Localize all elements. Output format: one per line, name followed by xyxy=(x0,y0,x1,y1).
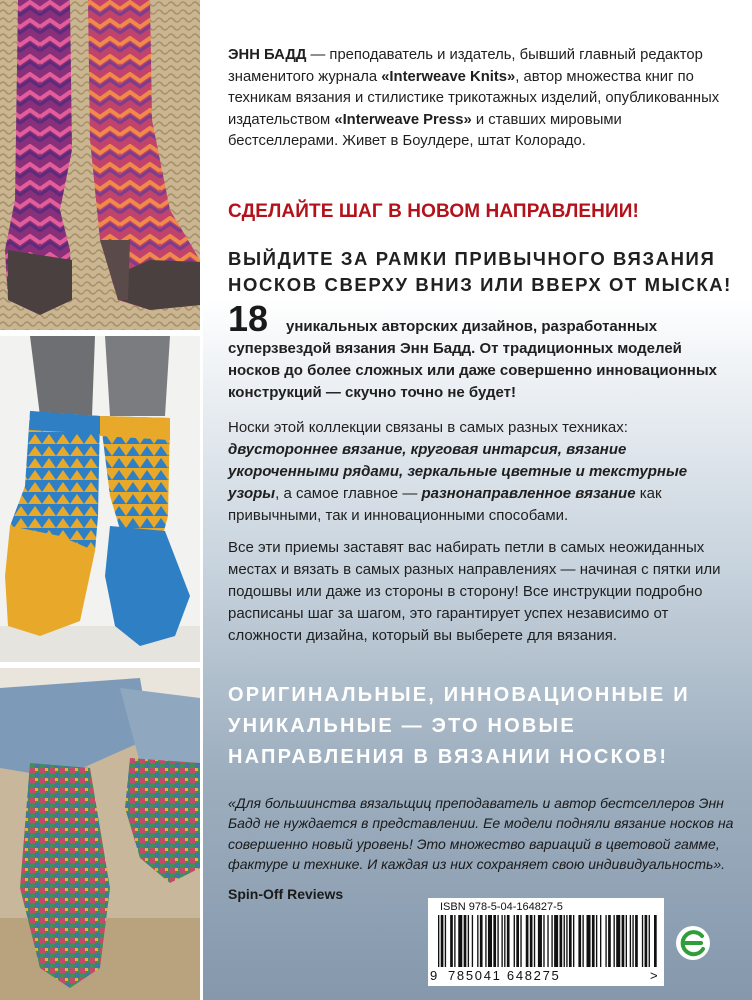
headline-white: ОРИГИНАЛЬНЫЕ, ИННОВАЦИОННЫЕ И УНИКАЛЬНЫЕ — ЭТО НОВЫЕ НАПРАВЛЕНИЯ В ВЯЗАНИИ НОСКОВ! xyxy=(228,684,690,768)
barcode-bar xyxy=(569,915,572,967)
text-panel xyxy=(203,0,752,1000)
barcode-bar xyxy=(477,915,478,967)
para1-techniques: двустороннее вязание, круговая интарсия, вязание укороченными рядами, зеркальные цветные и текстурные узоры xyxy=(228,441,688,502)
barcode-bar xyxy=(507,915,510,967)
barcode-bar xyxy=(438,915,439,967)
barcode-bar xyxy=(516,915,519,967)
barcode-bar xyxy=(454,915,455,967)
barcode-bar xyxy=(554,915,558,967)
barcode-bar xyxy=(441,915,444,967)
designs-text xyxy=(228,316,738,404)
barcode-bar xyxy=(493,915,496,967)
barcode-bar xyxy=(616,915,620,967)
bio-text-3: и ставших мировыми бестселлерами. Живет в Боулдере, штат Колорадо. xyxy=(228,111,622,150)
para1-text-3: как привычными, так и инновационными способами. xyxy=(228,485,662,524)
barcode-bar xyxy=(543,915,544,967)
barcode-bar xyxy=(645,915,648,967)
para1-text-2: , а самое главное — xyxy=(275,485,422,502)
barcode-bar xyxy=(526,915,529,967)
bio-text-1: — преподаватель и издатель, бывший главный редактор знаменитого журнала xyxy=(228,47,703,85)
barcode-bar xyxy=(534,915,535,967)
isbn-barcode xyxy=(428,898,664,986)
photo-multicolor-socks xyxy=(0,668,200,1000)
barcode-bar xyxy=(501,915,502,967)
photo-striped-socks xyxy=(0,0,200,330)
barcode-bar xyxy=(485,915,486,967)
author-bio xyxy=(228,45,733,153)
bio-publisher: «Interweave Press» xyxy=(334,111,472,128)
designs-count: 18 xyxy=(228,298,269,339)
barcode-bar xyxy=(488,915,492,967)
barcode-digits: 785041 648275 xyxy=(448,968,561,983)
barcode-bar xyxy=(605,915,606,967)
barcode-bar xyxy=(654,915,657,967)
barcode-bar xyxy=(520,915,521,967)
barcode-bar xyxy=(530,915,533,967)
barcode-bar xyxy=(480,915,483,967)
barcode-bar xyxy=(587,915,591,967)
quote-source: Spin-Off Reviews xyxy=(228,886,344,902)
barcode-bar xyxy=(450,915,453,967)
review-quote: «Для большинства вязальщиц преподаватель и автор бестселлеров Энн Бадд не нуждается в представлении. Ее модели подняли вязание носков на совершенно новый уровень! Это множество вариаций в цветовой гамме, фактуре и технике. И каждая из них сохраняет свою индивидуальность». xyxy=(228,795,734,872)
barcode-bar xyxy=(642,915,643,967)
bio-magazine: «Interweave Knits» xyxy=(381,68,516,85)
barcode-bar xyxy=(547,915,548,967)
barcode-bar xyxy=(514,915,515,967)
barcode-bar xyxy=(600,915,601,967)
barcode-bar xyxy=(458,915,462,967)
headline-dark: ВЫЙДИТЕ ЗА РАМКИ ПРИВЫЧНОГО ВЯЗАНИЯ НОСКОВ СВЕРХУ ВНИЗ ИЛИ ВВЕРХ ОТ МЫСКА! xyxy=(228,248,732,295)
barcode-bar xyxy=(551,915,552,967)
headline-red: СДЕЛАЙТЕ ШАГ В НОВОМ НАПРАВЛЕНИИ! xyxy=(228,201,639,222)
barcode-bar xyxy=(497,915,498,967)
isbn-text: ISBN 978-5-04-164827-5 xyxy=(440,901,563,913)
barcode-bar xyxy=(560,915,563,967)
barcode-first-digit: 9 xyxy=(430,968,438,983)
barcode-bar xyxy=(592,915,595,967)
barcode-bar xyxy=(566,915,567,967)
bio-text-2: , автор множества книг по техникам вязания и стилистике трикотажных изделий, опубликованных издательством xyxy=(228,68,720,128)
barcode-bar xyxy=(578,915,581,967)
barcode-bar xyxy=(564,915,565,967)
barcode-bar xyxy=(582,915,583,967)
barcode-bar xyxy=(538,915,542,967)
barcode-bar xyxy=(626,915,627,967)
barcode-bar xyxy=(649,915,650,967)
barcode-bar xyxy=(614,915,615,967)
photo-column xyxy=(0,0,203,1000)
photo-colorwork-socks xyxy=(0,336,200,662)
barcode-bar xyxy=(468,915,469,967)
publisher-logo-icon xyxy=(675,925,711,961)
barcode-bar xyxy=(504,915,505,967)
barcode-bar xyxy=(630,915,631,967)
barcode-bar xyxy=(622,915,625,967)
barcode-bar xyxy=(464,915,467,967)
barcode-bar xyxy=(445,915,446,967)
barcode-bar xyxy=(632,915,633,967)
para1-text-1: Носки этой коллекции связаны в самых разных техниках: xyxy=(228,419,628,436)
barcode-bar xyxy=(573,915,574,967)
instructions-paragraph: Все эти приемы заставят вас набирать петли в самых неожиданных местах и вязать в самых разных направлениях — начиная с пятки или подошвы или даже из стороны в сторону! Все инструкции подробно расписаны шаг за шагом, это гарантирует успех независимо от сложности дизайна, который вы выберете для вязания. xyxy=(228,539,721,644)
author-name: ЭНН БАДД xyxy=(228,47,307,63)
barcode-end-mark: > xyxy=(650,968,658,983)
barcode-bar xyxy=(635,915,638,967)
designs-description: уникальных авторских дизайнов, разработанных суперзвездой вязания Энн Бадд. От традиционных моделей носков до более сложных или даже совершенно инновационных конструкций — скучно точно не будет! xyxy=(228,318,717,401)
barcode-bar xyxy=(596,915,597,967)
techniques-paragraph xyxy=(228,417,733,527)
para1-highlight: разнонаправленное вязание xyxy=(421,485,636,502)
barcode-bars xyxy=(436,915,658,967)
barcode-bar xyxy=(472,915,473,967)
barcode-bar xyxy=(608,915,611,967)
